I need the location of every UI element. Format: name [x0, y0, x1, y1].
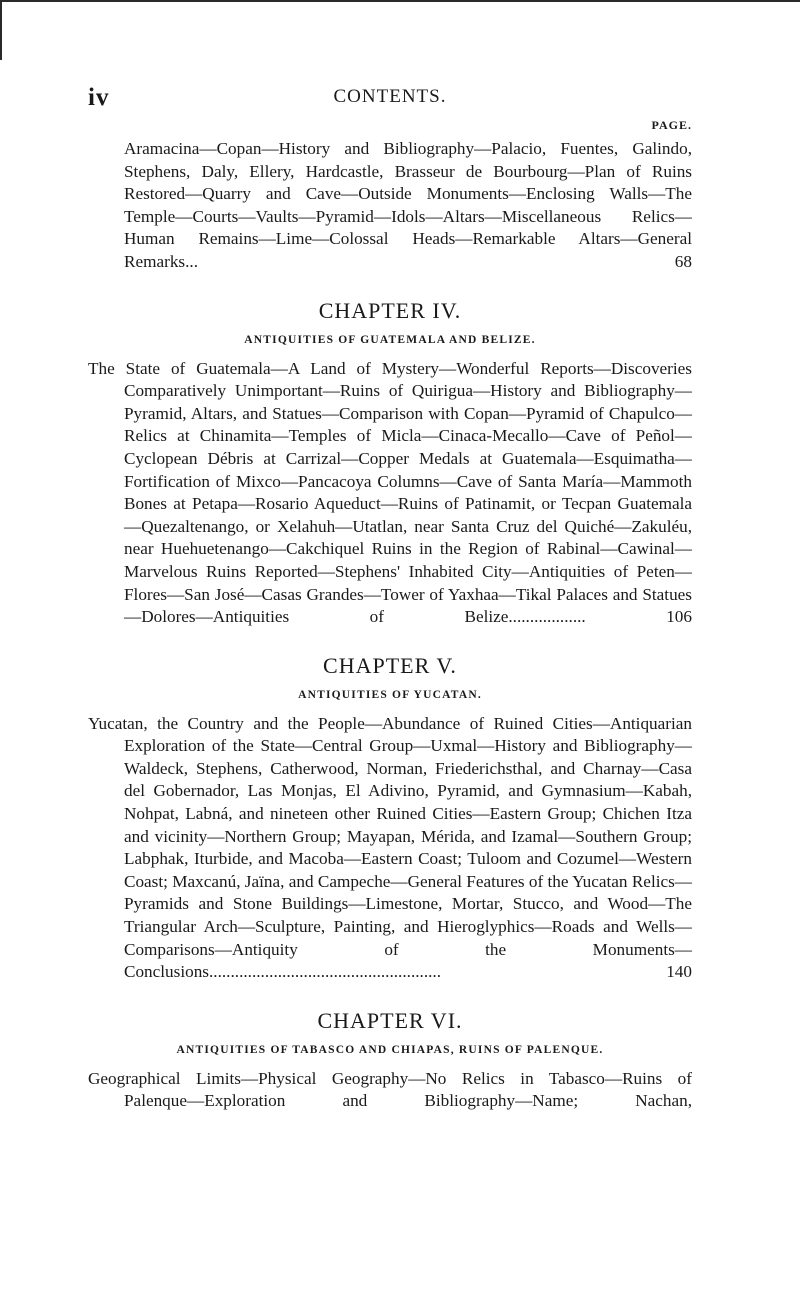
page-edge-left: [0, 0, 2, 60]
running-head: [88, 80, 692, 112]
chapter-entry-iv: The State of Guatemala—A Land of Mystery—Wonderful Reports—Discoveries Comparatively Unimportant—Ruins of Quirigua—History and Bibliography—Pyramid, Altars, and Statues—Comparison with Copan—Pyramid of Chapulco—Relics at Chinamita—Temples of Micla—Cinaca-Mecallo—Cave of Peñol—Cyclopean Débris at Carrizal—Copper Medals at Guatemala—Esquimatha—Fortification of Mixco—Pancacoya Columns—Cave of Santa María—Mammoth Bones at Petapa—Rosario Aqueduct—Ruins of Patinamit, or Tecpan Guatemala—Quezaltenango, or Xelahuh—Utatlan, near Santa Cruz del Quiché—Zakuléu, near Huehuetenango—Cakchiquel Ruins in the Region of Rabinal—Cawinal—Marvelous Ruins Reported—Stephens' Inhabited City—Antiquities of Peten—Flores—San José—Casas Grandes—Tower of Yaxhaa—Tikal Palaces and Statues—Dolores—Antiquities of Belize.................. 106: [88, 358, 692, 627]
chapter-entry-vi: Geographical Limits—Physical Geography—No Relics in Tabasco—Ruins of Palenque—Exploration and Bibliography—Name; Nachan,: [88, 1068, 692, 1111]
chapter-subtitle-iv: ANTIQUITIES OF GUATEMALA AND BELIZE.: [244, 333, 536, 346]
chapter-heading-vi: CHAPTER VI.: [317, 1007, 463, 1033]
chapter-subtitle-vi: ANTIQUITIES OF TABASCO AND CHIAPAS, RUINS OF PALENQUE.: [176, 1043, 604, 1056]
running-title: CONTENTS.: [333, 86, 447, 107]
chapter-subtitle-v: ANTIQUITIES OF YUCATAN.: [298, 688, 482, 701]
chapter-heading-iv: CHAPTER IV.: [318, 297, 462, 323]
page-folio: iv: [88, 84, 110, 111]
chapter-heading-v: CHAPTER V.: [323, 652, 457, 678]
continuation-entry: Aramacina—Copan—History and Bibliography—Palacio, Fuentes, Galindo, Stephens, Daly, Ellery, Hardcastle, Brasseur de Bourbourg—Plan of Ruins Restored—Quarry and Cave—Outside Monuments—Enclosing Walls—The Temple—Courts—Vaults—Pyramid—Idols—Altars—Miscellaneous Relics—Human Remains—Lime—Colossal Heads—Remarkable Altars—General Remarks... 68: [124, 139, 692, 271]
page-edge-top: [0, 0, 800, 2]
page-column-label: PAGE.: [651, 118, 692, 132]
book-page: [88, 80, 692, 1113]
chapter-entry-v: Yucatan, the Country and the People—Abundance of Ruined Cities—Antiquarian Exploration of the State—Central Group—Uxmal—History and Bibliography—Waldeck, Stephens, Catherwood, Norman, Friederichsthal, and Charnay—Casa del Gobernador, Las Monjas, El Adivino, Pyramid, and Gymnasium—Kabah, Nohpat, Labná, and nineteen other Ruined Cities—Eastern Group; Chichen Itza and vicinity—Northern Group; Mayapan, Mérida, and Izamal—Southern Group; Labphak, Iturbide, and Macoba—Eastern Coast; Tuloom and Cozumel—Western Coast; Maxcanú, Jaïna, and Campeche—General Features of the Yucatan Relics—Pyramids and Stone Buildings—Limestone, Mortar, Stucco, and Wood—The Triangular Arch—Sculpture, Painting, and Hieroglyphics—Roads and Wells—Comparisons—Antiquity of the Monuments—Conclusions...................................................... 140: [88, 713, 692, 982]
